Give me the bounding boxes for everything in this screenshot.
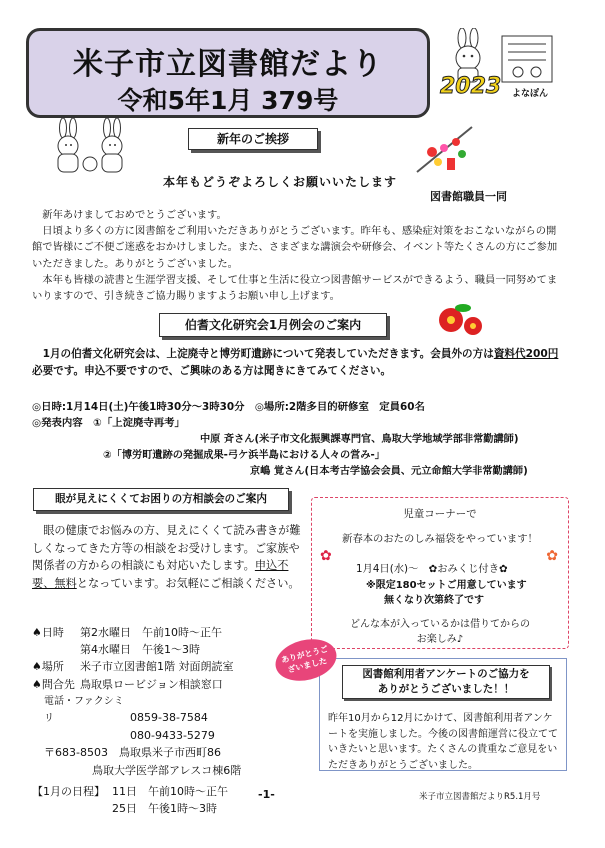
lecture-talk1-title: ◎発表内容 ①「上淀廃寺再考」	[32, 417, 185, 429]
kids-corner-line-2: 1月4日(水)～ ✿おみくじ付き✿	[356, 563, 508, 575]
greeting-body: 新年あけましておめでとうございます。 日頃より多くの方に図書館をご利用いただきありがとうございます。昨年も、感染症対策をおこないながらの開館で皆様にご不便ご迷惑をおかけしました。また、さまざまな講演会や研修会、イベント等たくさんの方にご参加いただきました。ありがとうございました。 本年も皆様の読書と生涯学習支援、そして仕事と生活に役立つ図書館サービスができるよう、職員一同努めてまいりますので、引き続きご協力賜りますようお願い申し上げます。	[32, 209, 558, 303]
kids-corner-line-4: 無くなり次第終了です	[384, 595, 484, 606]
address-value: 〒683-8503 鳥取県米子市西町86	[44, 746, 221, 760]
schedule-line-1: 第2水曜日 午前10時～正午	[80, 626, 222, 639]
kids-corner-line-6: お楽しみ♪	[416, 634, 464, 645]
jan-schedule-1: 11日 午前10時～正午	[112, 784, 228, 798]
rabbit-family-icon	[45, 118, 140, 178]
greeting-heading: 新年のご挨拶	[188, 128, 318, 150]
phone-value: 0859-38-7584	[130, 711, 208, 725]
survey-body: 昨年10月から12月にかけて、図書館利用者アンケートを実施しました。今後の図書館運営に役立てていきたいと思います。たくさんの貴重なご意見をいただきありがとうございました。	[328, 713, 558, 771]
camellia-flower-icon	[433, 300, 488, 340]
survey-box	[319, 658, 567, 771]
lecture-intro-text-2: 必要です。申込不要ですので、ご興味のある方は聞きにきてみてください。	[32, 365, 392, 377]
survey-heading-box	[342, 665, 550, 699]
mascot-illustration	[440, 28, 590, 108]
flower-left-icon: ✿	[320, 548, 332, 564]
schedule-label: ♠日時	[32, 626, 64, 639]
camellia-illustration	[433, 300, 488, 344]
greeting-signature: 図書館職員一同	[430, 190, 507, 203]
newsletter-title: 米子市立図書館だより	[73, 47, 383, 82]
contact-value: 鳥取県ロービジョン相談窓口	[80, 677, 223, 691]
kids-corner-line-3: ※限定180セットご用意しています	[366, 580, 527, 591]
issue-label: 令和5年1月 379号	[117, 86, 339, 115]
place-label: ♠場所	[32, 660, 64, 674]
jan-schedule-label: 【1月の日程】	[32, 784, 105, 798]
lecture-intro	[32, 346, 562, 380]
lecture-talk1-speaker: 中原 斉さん(米子市文化振興課専門官、鳥取大学地域学部非常勤講師)	[200, 434, 519, 445]
kids-corner-line-5: どんな本が入っているかは借りてからの	[350, 619, 530, 630]
place-value: 米子市立図書館1階 対面朗読室	[80, 660, 234, 674]
schedule-line-2: 第4水曜日 午後1～3時	[80, 643, 200, 657]
kids-corner-title: 児童コーナーで	[403, 508, 477, 520]
mobile-value: 080-9433-5279	[130, 729, 215, 743]
footer-credit: 米子市立図書館だよりR5.1月号	[419, 792, 541, 802]
lecture-heading: 伯耆文化研究会1月例会のご案内	[159, 313, 387, 337]
eye-consult-text-2: となっています。お気軽にご相談ください。	[76, 576, 300, 590]
eye-consult-free: 申込不要、無料	[32, 559, 289, 590]
kids-corner-line-1: 新春本のおたのしみ福袋をやっています！	[342, 533, 538, 545]
address-2-value: 鳥取大学医学部アレスコ棟6階	[92, 763, 242, 777]
rabbits-illustration	[45, 118, 140, 182]
flower-right-icon: ✿	[546, 548, 558, 564]
greeting-tagline: 本年もどうぞよろしくお願いいたします	[163, 175, 398, 189]
thanks-badge-text: ありがとうございました	[280, 644, 330, 675]
page-number: -1-	[258, 788, 275, 801]
hamaya-ornament-icon	[412, 122, 482, 177]
lecture-talk2-title: ②「博労町遺跡の発掘成果-弓ケ浜半島における人々の営み-」	[103, 450, 385, 461]
eye-consult-text: 眼の健康でお悩みの方、見えにくくて読み書きが難しくなってきた方等の相談をお受けします。ご家族や関係者の方からの相談にも対応いたします。	[32, 524, 301, 572]
survey-heading-1: 図書館利用者アンケートのご協力を	[362, 668, 530, 680]
lecture-talk2-speaker: 京嶋 覚さん(日本考古学協会会員、元立命館大学非常勤講師)	[250, 466, 528, 477]
year-badge: 2023	[440, 74, 502, 99]
survey-heading-2: ありがとうございました！！	[377, 683, 515, 695]
contact-label: ♠問合先	[32, 677, 75, 691]
title-box	[26, 28, 430, 118]
phone-label: 電話・ファクシミリ	[44, 695, 124, 725]
eye-consult-heading: 眼が見えにくくてお困りの方相談会のご案内	[33, 488, 289, 511]
lecture-intro-text: 1月の伯耆文化研究会は、上淀廃寺と博労町遺跡について発表していただきます。会員外の方は	[32, 348, 494, 360]
eye-consult-body	[32, 522, 302, 592]
mascot-label: よなぽん	[512, 89, 549, 99]
lecture-fee: 資料代200円	[493, 348, 559, 360]
new-year-ornament-illustration	[412, 122, 482, 181]
jan-schedule-2: 25日 午後1時～3時	[112, 802, 217, 816]
kids-corner-box	[311, 497, 569, 649]
lecture-datetime: ◎日時:1月14日(土)午後1時30分～3時30分 ◎場所:2階多目的研修室 定員60名	[32, 401, 425, 413]
